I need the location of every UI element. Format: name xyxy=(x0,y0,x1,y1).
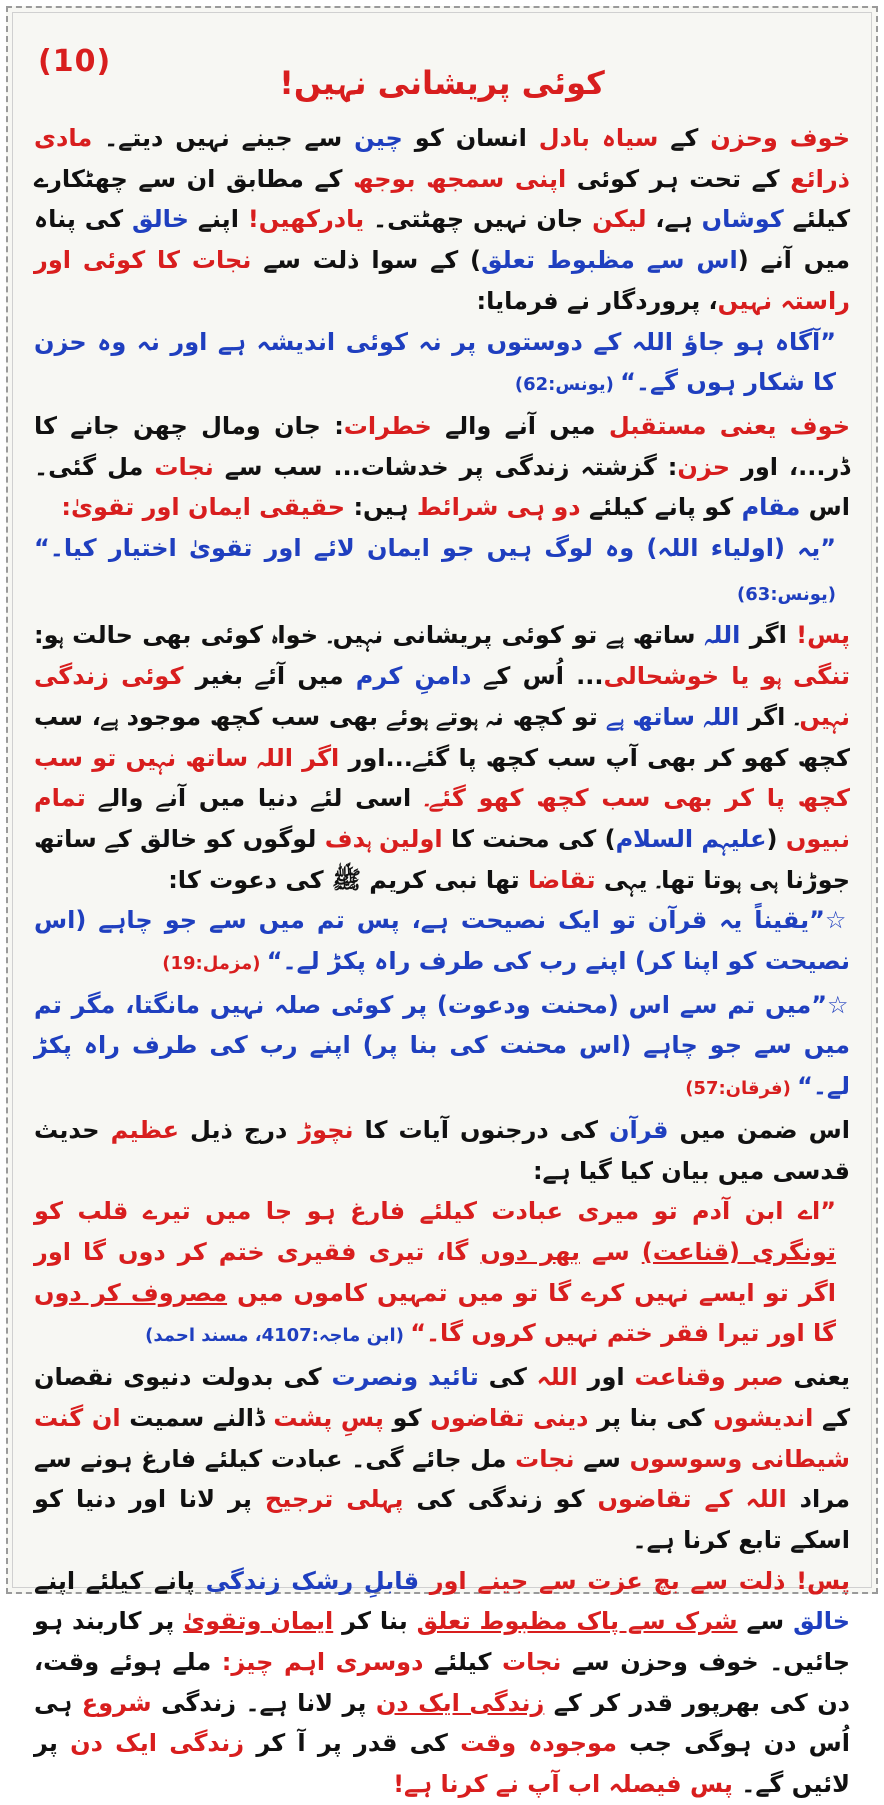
paragraph-khauf-huzn xyxy=(34,406,850,528)
text-run: ان گنت شیطانی وسوسوں xyxy=(34,1403,851,1473)
text-run: کے xyxy=(658,124,711,152)
text-run: پس فیصلہ اب آپ نے کرنا ہے! xyxy=(393,1770,733,1799)
text-run: پر لانا اور دنیا کو اسکے تابع کرنا ہے۔ xyxy=(34,1485,850,1554)
text-run: درج ذیل xyxy=(179,1115,299,1144)
text-run: حزن xyxy=(677,452,731,481)
text-run: ساتھ ہے تو کوئی پریشانی نہیں۔ خواہ کوئی بھی حالت ہو: xyxy=(34,621,705,650)
text-run: سے جینے نہیں دیتے۔ xyxy=(92,124,355,152)
star-icon: ☆ xyxy=(827,990,851,1019)
text-run: کے تحت ہر کوئی xyxy=(566,164,791,193)
text-run: : جان ومال چھن جانے کا ڈر...، اور xyxy=(34,411,850,481)
star-icon: ☆ xyxy=(824,906,851,935)
text-run: کی بدولت دنیوی نقصان کے xyxy=(34,1363,851,1432)
text-run: پانے کیلئے اپنے xyxy=(34,1566,206,1595)
text-run: پس! xyxy=(796,1566,850,1595)
text-run: قابلِ رشک زندگی xyxy=(205,1566,420,1595)
text-run: اسی لئے دنیا میں آنے والے xyxy=(85,784,412,813)
text-run: صبر وقناعت xyxy=(634,1363,784,1392)
text-run: کو زندگی کی xyxy=(403,1485,598,1514)
text-run: بھر دوں xyxy=(480,1237,580,1266)
text-run: یادرکھیں! xyxy=(247,205,365,234)
text-run: خالق xyxy=(793,1607,851,1636)
text-run: پس! xyxy=(796,621,851,650)
text-run: پسِ پشت xyxy=(273,1403,384,1432)
text-run: ایمان وتقویٰ xyxy=(183,1607,334,1636)
text-run: اللہ xyxy=(704,621,741,650)
text-run: نجات xyxy=(501,1648,562,1677)
text-run: کی درجنوں آیات کا xyxy=(353,1115,610,1144)
paragraph-hadith-intro xyxy=(34,1110,850,1191)
text-run: ”یقیناً یہ قرآن تو ایک نصیحت ہے، پس تم میں سے جو چاہے (اس نصیحت کو اپنا کر) اپنے رب کی طرف راہ پکڑ لے۔“ xyxy=(34,906,850,976)
text-run: ( xyxy=(766,824,786,853)
text-run: ... اُس کے xyxy=(471,662,604,691)
text-run: سے xyxy=(737,1607,794,1636)
paragraph-intro xyxy=(34,118,850,322)
text-run: ملے ہوئے وقت، دن کی بھرپور قدر کر کے xyxy=(34,1648,850,1717)
text-run: سیاہ بادل xyxy=(538,124,659,152)
text-run: سے xyxy=(579,1237,642,1266)
text-run: ”یہ (اولیاء اللہ) وہ لوگ ہیں جو ایمان لائے اور تقویٰ اختیار کیا۔“ xyxy=(34,534,836,563)
text-run: نجات xyxy=(154,452,214,481)
text-run: سے xyxy=(574,1444,630,1473)
paragraph-allah-saath xyxy=(34,615,850,900)
text-run: دو ہی شرائط xyxy=(416,493,581,522)
text-run: علیہم السلام xyxy=(615,824,767,853)
text-run: ذلت سے بچ عزت سے جینے اور xyxy=(419,1566,797,1595)
paragraph-explanation xyxy=(34,1357,850,1561)
text-run: تنگی ہو یا خوشحالی xyxy=(603,662,851,691)
text-run: مقام xyxy=(741,493,801,522)
text-run: حقیقی ایمان اور تقویٰ: xyxy=(61,493,346,522)
quote-furqan-57 xyxy=(34,985,850,1110)
text-run: کے مطابق ان سے چھٹکارے کیلئے xyxy=(34,164,851,234)
text-run: خوف یعنی مستقبل xyxy=(608,411,850,440)
text-run: کی بنا پر xyxy=(588,1403,714,1432)
text-run: (یونس:63) xyxy=(737,583,836,605)
text-run: ”آگاہ ہو جاؤ اللہ کے دوستوں پر نہ کوئی اندیشہ ہے اور نہ وہ حزن کا شکار ہوں گے۔“ xyxy=(34,327,836,397)
text-run: ”میں تم سے اس (محنت ودعوت) پر کوئی صلہ نہیں مانگتا، مگر تم میں سے جو چاہے (اس محنت کی بنا پر) اپنے رب کی طرف راہ پکڑ لے۔“ xyxy=(34,990,850,1101)
text-run: گا اور تیرا فقر ختم نہیں کروں گا۔“ xyxy=(410,1319,836,1348)
text-run: اپنے xyxy=(188,205,248,234)
text-run: پر لانا ہے۔ زندگی xyxy=(151,1688,376,1717)
text-run: موجودہ وقت xyxy=(460,1729,617,1758)
text-run: دامنِ کرم xyxy=(355,662,472,691)
text-run: پہلی ترجیح xyxy=(264,1485,404,1514)
text-run: پر کاربند ہو جائیں۔ خوف وحزن سے xyxy=(34,1607,851,1677)
text-run: نچوڑ xyxy=(298,1115,354,1144)
text-run: حدیث قدسی میں بیان کیا گیا ہے: xyxy=(34,1115,850,1185)
text-run: اور xyxy=(577,1363,635,1392)
text-run: کیلئے xyxy=(423,1648,502,1677)
text-run: (ابن ماجہ:4107، مسند احمد) xyxy=(145,1325,411,1347)
text-run: بنا کر xyxy=(333,1607,417,1636)
text-run: ہے، xyxy=(646,205,702,234)
text-run: خالق xyxy=(131,205,189,234)
text-run: دینی تقاضوں xyxy=(430,1403,589,1432)
text-run: کو xyxy=(383,1403,431,1432)
text-run: اس سے مظبوط تعلق xyxy=(481,246,738,275)
text-run: زندگی ایک دن xyxy=(70,1729,245,1758)
text-run: تائید ونصرت xyxy=(331,1363,479,1392)
text-run: تقاضا xyxy=(528,865,596,894)
text-run: اولین ہدف xyxy=(324,824,443,853)
text-run: اللہ ساتھ ہے xyxy=(606,702,740,731)
text-run: خوف وحزن xyxy=(710,124,850,152)
text-run: لیکن xyxy=(592,205,647,234)
paragraph-conclusion xyxy=(34,1561,850,1805)
text-run: ہی اُس دن ہوگی جب xyxy=(34,1688,851,1758)
text-run: شروع xyxy=(81,1688,152,1717)
quote-yunus-62 xyxy=(34,322,850,406)
text-run: نجات xyxy=(515,1444,575,1473)
text-run: قرآن xyxy=(609,1115,669,1144)
text-run: پر لائیں گے۔ xyxy=(34,1729,850,1799)
text-run: (مزمل:19) xyxy=(162,953,267,975)
text-run: مل گئی۔ اس xyxy=(34,452,850,522)
article-title: کوئی پریشانی نہیں! xyxy=(279,64,605,102)
text-run: تمام نبیوں xyxy=(34,784,850,853)
text-run: اپنی سمجھ بوجھ xyxy=(353,164,567,193)
text-run: تو کچھ نہ ہوتے ہوئے بھی سب کچھ موجود ہے، سب کچھ کھو کر بھی آپ سب کچھ پا گئے...اور xyxy=(34,702,850,772)
hadith-qudsi xyxy=(34,1191,850,1357)
text-run: ۔ اگر xyxy=(739,702,800,731)
text-run: کو پانے کیلئے xyxy=(580,493,742,522)
text-run: ”اے ابن آدم تو میری عبادت کیلئے فارغ ہو جا میں تیرے قلب کو xyxy=(34,1197,836,1226)
text-run: دوسری اہم چیز: xyxy=(221,1648,424,1677)
text-run: زندگی ایک دن xyxy=(375,1688,545,1717)
text-run: جان نہیں چھٹتی۔ xyxy=(364,205,593,234)
text-run: یعنی xyxy=(783,1363,851,1392)
text-run: چین xyxy=(354,124,403,152)
text-run: ہیں: xyxy=(345,493,417,522)
text-run: ) کے سوا ذلت سے xyxy=(251,246,482,275)
text-run: اللہ xyxy=(536,1363,578,1392)
text-run: کی xyxy=(478,1363,537,1392)
text-run: : گزشتہ زندگی پر خدشات... سب سے xyxy=(213,452,678,481)
text-run: تھا نبی کریم ﷺ کی دعوت کا: xyxy=(168,865,529,894)
article-card xyxy=(6,6,878,1799)
text-run: کی قدر پر آ کر xyxy=(244,1729,461,1758)
text-run: تونگری (قناعت) xyxy=(641,1237,837,1266)
text-run: مصروف کر دوں xyxy=(34,1278,228,1307)
text-run: ، پروردگار نے فرمایا: xyxy=(476,286,718,315)
text-run: انسان کو xyxy=(402,124,539,152)
text-run: نجات کا کوئی اور راستہ نہیں xyxy=(34,246,850,315)
text-run: گا، تیری فقیری ختم کر دوں گا اور اگر تو ایسے نہیں کرے گا تو میں تمہیں کاموں میں xyxy=(34,1237,836,1307)
text-run: ) کی محنت کا xyxy=(442,824,616,853)
article-body xyxy=(34,118,851,1799)
quote-muzzammil-19 xyxy=(34,900,850,984)
text-run: (فرقان:57) xyxy=(685,1078,798,1100)
text-run: خطرات xyxy=(343,411,432,440)
quote-yunus-63 xyxy=(34,528,850,615)
text-run: شرک سے پاک مظبوط تعلق xyxy=(416,1607,738,1636)
text-run: اللہ کے تقاضوں xyxy=(597,1485,787,1514)
text-run: اس ضمن میں xyxy=(668,1115,851,1144)
text-run: اندیشوں xyxy=(713,1403,814,1432)
text-run: (یونس:62) xyxy=(514,374,621,396)
text-run: کی پناہ میں آنے ( xyxy=(34,205,850,275)
text-run: کوئی زندگی نہیں xyxy=(34,662,851,731)
text-run: مل جائے گی۔ عبادت کیلئے فارغ ہونے سے مراد xyxy=(34,1444,850,1514)
text-run: اگر اللہ ساتھ نہیں xyxy=(125,743,340,772)
text-run: تو سب کچھ پا کر بھی سب کچھ کھو گئے۔ xyxy=(34,743,850,813)
text-run: میں آنے والے xyxy=(431,411,609,440)
text-run: کوشاں xyxy=(701,205,784,234)
text-run: اگر xyxy=(740,621,797,650)
page-number: (10) xyxy=(38,44,112,79)
text-run: میں آئے بغیر xyxy=(183,662,356,691)
text-run: مادی ذرائع xyxy=(34,124,850,193)
text-run: لوگوں کو خالق کے ساتھ جوڑنا ہی ہوتا تھا۔ یہی xyxy=(34,824,850,894)
text-run: ڈالنے سمیت xyxy=(120,1403,274,1432)
text-run: عظیم xyxy=(110,1115,180,1144)
